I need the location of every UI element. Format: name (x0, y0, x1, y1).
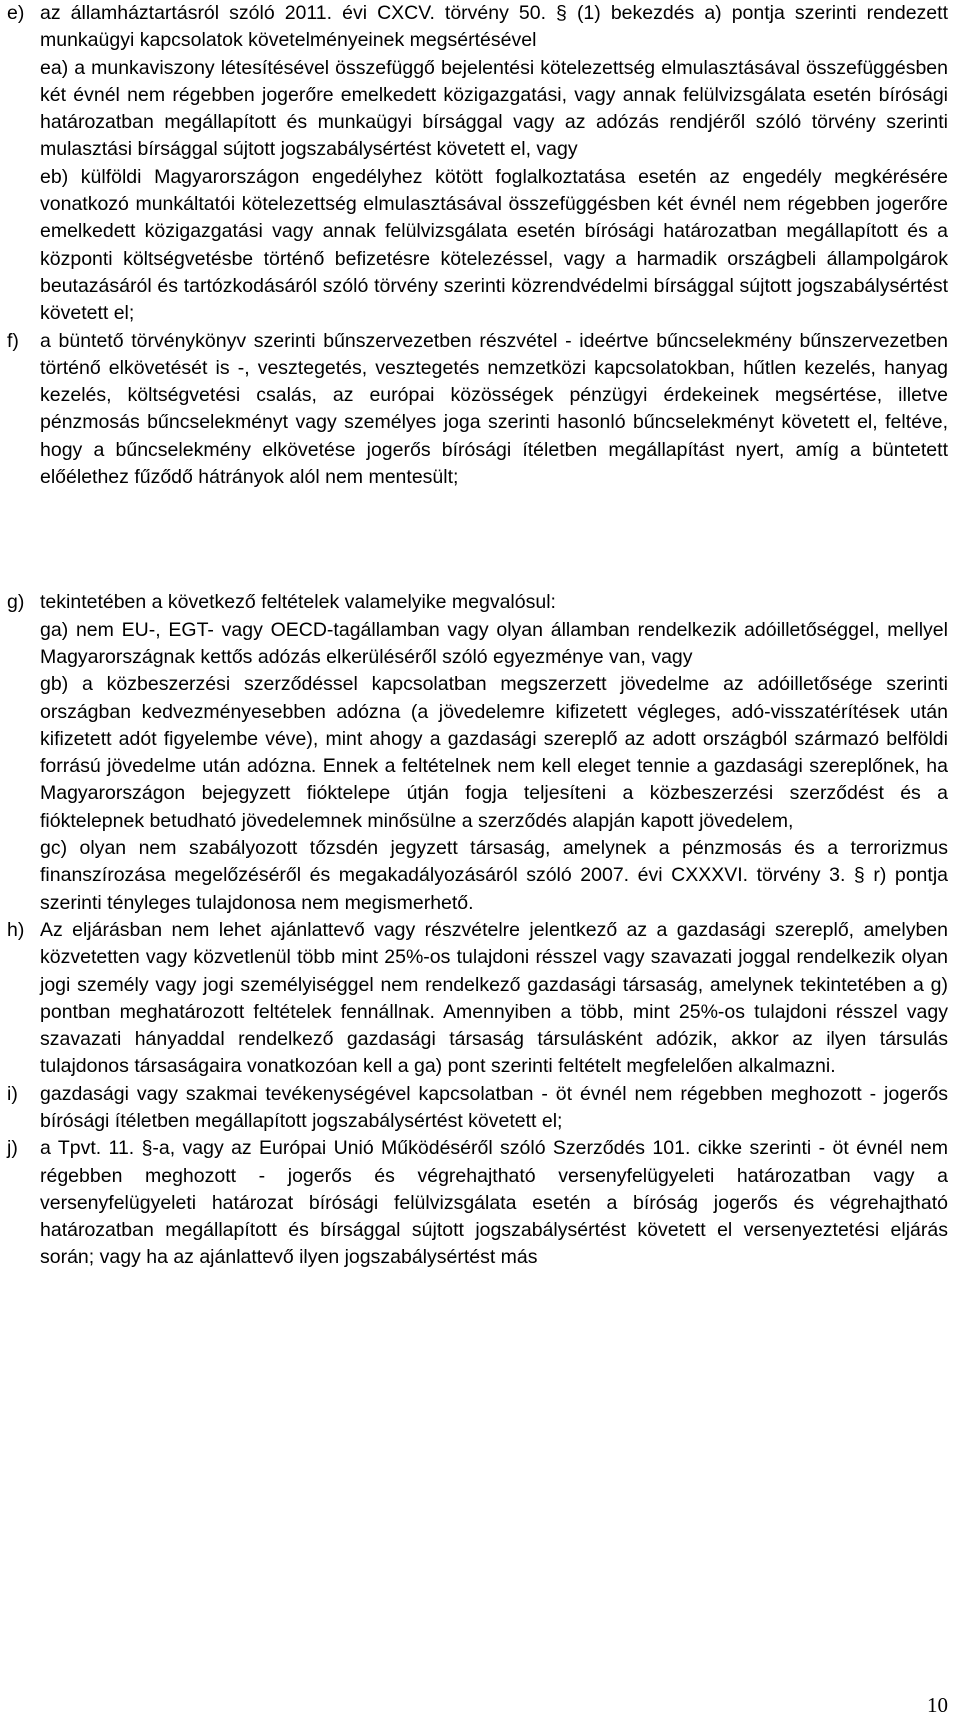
paragraph-ea: ea) a munkaviszony létesítésével összefüggő bejelentési kötelezettség elmulasztásával összefüggésben két évnél nem régebben jogerőre emelkedett közigazgatási, vagy annak felülvizsgálata esetén bírósági határozatban megállapított és munkaügyi bírsággal vagy az adózás rendjéről szóló törvény szerinti mulasztási bírsággal sújtott jogszabálysértést követett el, vagy (40, 56, 948, 161)
paragraph: tekintetében a következő feltételek valamelyike megvalósul: (40, 591, 556, 614)
item-body (40, 0, 948, 328)
item-body (40, 328, 948, 492)
item-marker: h) (7, 918, 25, 941)
list-item-e (7, 0, 948, 328)
paragraph: gazdasági vagy szakmai tevékenységével kapcsolatban - öt évnél nem régebben meghozott - jogerős bírósági ítéletben megállapított jogszabálysértést követett el; (40, 1082, 948, 1132)
item-body (40, 589, 948, 917)
item-body (40, 917, 948, 1081)
item-marker: g) (7, 591, 25, 614)
page-number: 10 (927, 1693, 948, 1717)
item-marker: e) (7, 2, 25, 24)
list-item-g (7, 589, 948, 917)
list-item-i (7, 1081, 948, 1136)
paragraph: a Tpvt. 11. §-a, vagy az Európai Unió Működéséről szóló Szerződés 101. cikke szerinti - öt évnél nem régebben meghozott - jogerős és végrehajtható versenyfelügyeleti határozatban vagy a versenyfelügyeleti határozat bírósági felülvizsgálata esetén a bíróság jogerős és végrehajtható határozatban megállapított és bírsággal sújtott jogszabálysértést követett el versenyeztetési eljárás során; vagy ha az ajánlattevő ilyen jogszabálysértést más (40, 1137, 948, 1269)
item-body (40, 1081, 948, 1136)
blank-space (7, 491, 948, 589)
paragraph: Az eljárásban nem lehet ajánlattevő vagy részvételre jelentkező az a gazdasági szereplő, amelyben közvetetten vagy közvetlenül több mint 25%-os tulajdoni résszel vagy szavazati joggal rendelkezik olyan jogi személy vagy jogi személyiséggel nem rendelkező gazdasági társaság, amelynek tekintetében a g) pontban meghatározott feltételek fennállnak. Amennyiben a több, mint 25%-os tulajdoni résszel vagy szavazati hányaddal rendelkező gazdasági társaság társulásként adózik, akkor az ilyen társulás tulajdonos társaságaira vonatkozóan kell a ga) pont szerinti feltételt megfelelően alkalmazni. (40, 918, 948, 1078)
list-item-h (7, 917, 948, 1081)
item-marker: i) (7, 1082, 18, 1105)
item-marker: j) (7, 1137, 18, 1160)
item-body (40, 1135, 948, 1271)
paragraph-ga: ga) nem EU-, EGT- vagy OECD-tagállamban vagy olyan államban rendelkezik adóilletőséggel, mellyel Magyarországnak kettős adózás elkerüléséről szóló egyezménye van, vagy (40, 618, 948, 668)
paragraph-gb: gb) a közbeszerzési szerződéssel kapcsolatban megszerzett jövedelme az adóilletősége szerinti országban kedvezményesebben adózna (a jövedelemre kifizetett végleges, adó-visszatérítések után kifizetett adót figyelembe véve), mint ahogy a gazdasági szereplő az adott országból származó belföldi forrású jövedelme után adózna. Ennek a feltételnek nem kell eleget tennie a gazdasági szereplőnek, ha Magyarországon bejegyzett fióktelepe útján fogja teljesíteni a közbeszerzési szerződést és a fióktelepnek betudható jövedelemnek minősülne a szerződés alapján kapott jövedelem, (40, 673, 948, 832)
list-item-f (7, 328, 948, 492)
paragraph-gc: gc) olyan nem szabályozott tőzsdén jegyzett társaság, amelynek a pénzmosás és a terrorizmus finanszírozása megelőzéséről és megakadályozásáról szóló 2007. évi CXXXVI. törvény 3. § r) pontja szerinti tényleges tulajdonosa nem megismerhető. (40, 837, 948, 914)
list-item-j (7, 1135, 948, 1271)
paragraph-eb: eb) külföldi Magyarországon engedélyhez kötött foglalkoztatása esetén az engedély megkérésére vonatkozó munkáltatói kötelezettség elmulasztásával összefüggésben két évnél nem régebben jogerőre emelkedett közigazgatási vagy annak felülvizsgálata esetén bírósági határozatban megállapított és a központi költségvetésbe történő befizetésre kötelezéssel, vagy a harmadik országbeli állampolgárok beutazásáról és tartózkodásáról szóló törvény szerinti közrendvédelmi bírsággal sújtott jogszabálysértést követett el; (40, 165, 948, 325)
item-marker: f) (7, 329, 19, 352)
paragraph: a büntető törvénykönyv szerinti bűnszervezetben részvétel - ideértve bűncselekmény bűnszervezetben történő elkövetését is -, vesztegetés, vesztegetés nemzetközi kapcsolatokban, hűtlen kezelés, hanyag kezelés, költségvetési csalás, az európai közösségek pénzügyi érdekeinek megsértése, illetve pénzmosás bűncselekményt vagy személyes joga szerinti hasonló bűncselekményt követett el, feltéve, hogy a bűncselekmény elkövetése jogerős bírósági ítéletben megállapítást nyert, amíg a büntetett előélethez fűződő hátrányok alól nem mentesült; (40, 329, 948, 489)
paragraph: az államháztartásról szóló 2011. évi CXCV. törvény 50. § (1) bekezdés a) pontja szerinti rendezett munkaügyi kapcsolatok követelményeinek megsértésével (40, 2, 948, 52)
